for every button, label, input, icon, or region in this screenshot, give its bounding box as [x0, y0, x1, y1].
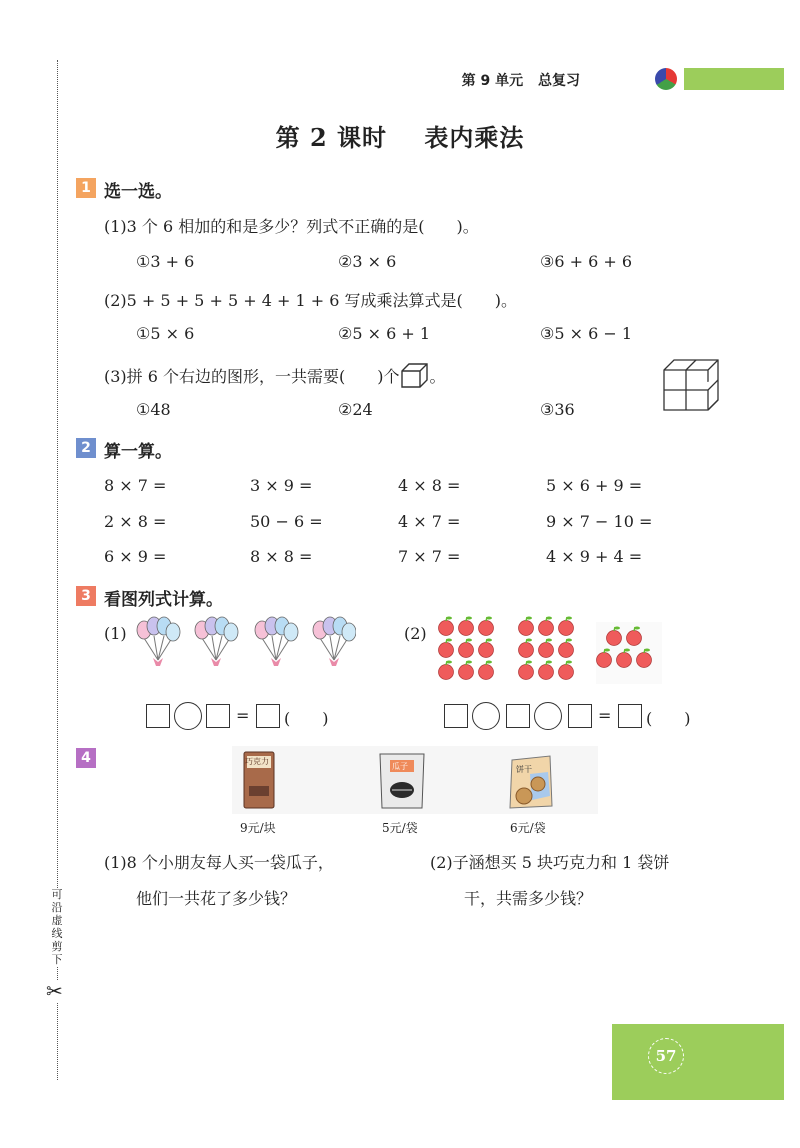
section-1-heading: 选一选。: [104, 182, 172, 202]
q1-3-text: [104, 362, 446, 388]
calc-r3-c1: 6 × 9 =: [104, 547, 167, 566]
calc-r1-c3: 4 × 8 =: [398, 476, 461, 495]
eq2-unit-paren[interactable]: ( ): [646, 709, 691, 728]
q1-2-option-1[interactable]: ①5 × 6: [136, 324, 195, 343]
eq1-box-1[interactable]: [146, 704, 170, 728]
q1-1-option-3[interactable]: ③6 + 6 + 6: [540, 252, 633, 271]
eq2-result-box[interactable]: [618, 704, 642, 728]
single-cube-icon: [400, 362, 430, 388]
section-1-badge: 1: [76, 178, 96, 198]
calc-r3-c4: 4 × 9 + 4 =: [546, 547, 643, 566]
q4-2-line-2: 干，共需多少钱？: [464, 889, 593, 908]
s3-part-1-label: (1): [104, 624, 127, 643]
lesson-topic: 表内乘法: [424, 123, 525, 152]
eq2-operator-circle-1[interactable]: [472, 702, 500, 730]
q1-1-option-2[interactable]: ②3 × 6: [338, 252, 397, 271]
q1-3-option-1[interactable]: ①48: [136, 400, 171, 419]
section-2-heading: 算一算。: [104, 442, 172, 462]
apple-groups-figure: [432, 616, 664, 688]
page-number: 57: [648, 1038, 684, 1074]
calc-r3-c2: 8 × 8 =: [250, 547, 313, 566]
q1-3-text-b: 。: [429, 367, 446, 386]
q4-1-line-2: 他们一共花了多少钱？: [136, 889, 297, 908]
chocolate-label: 巧克力: [245, 757, 269, 766]
calc-r1-c4: 5 × 6 + 9 =: [546, 476, 643, 495]
eq1-unit-paren[interactable]: ( ): [284, 709, 329, 728]
eq1-equals: =: [236, 706, 250, 725]
scissors-icon: ✂: [46, 979, 63, 1003]
q1-1-option-1[interactable]: ①3 + 6: [136, 252, 195, 271]
section-2-badge: 2: [76, 438, 96, 458]
section-3-badge: 3: [76, 586, 96, 606]
calc-r2-c2: 50 − 6 =: [250, 512, 323, 531]
cut-hint: 可沿虚线剪下: [48, 888, 66, 966]
balloon-bunches-figure: [134, 614, 356, 670]
eq2-operator-circle-2[interactable]: [534, 702, 562, 730]
calc-r2-c4: 9 × 7 − 10 =: [546, 512, 653, 531]
q1-2-text: (2)5 + 5 + 5 + 5 + 4 + 1 + 6 写成乘法算式是( )。: [104, 291, 517, 310]
color-wheel-icon: [655, 68, 677, 90]
calc-r2-c3: 4 × 7 =: [398, 512, 461, 531]
eq1-box-2[interactable]: [206, 704, 230, 728]
eq1-operator-circle[interactable]: [174, 702, 202, 730]
calc-r1-c2: 3 × 9 =: [250, 476, 313, 495]
page-title: [0, 118, 800, 153]
cube-stack-figure: [660, 356, 722, 414]
biscuit-label: 饼干: [516, 765, 532, 774]
footer-green-block: [612, 1024, 784, 1100]
q1-3-text-a: (3)拼 6 个右边的图形，一共需要( )个: [104, 367, 400, 386]
seeds-price: 5元/袋: [382, 821, 418, 835]
section-4-badge: 4: [76, 748, 96, 768]
q1-2-option-2[interactable]: ②5 × 6 + 1: [338, 324, 431, 343]
unit-label: 第 9 单元: [461, 73, 524, 89]
s3-part-2-label: (2): [404, 624, 427, 643]
calc-r3-c3: 7 × 7 =: [398, 547, 461, 566]
section-label: 总复习: [538, 73, 580, 89]
q4-1-line-1: (1)8 个小朋友每人买一袋瓜子，: [104, 853, 334, 872]
seeds-label: 瓜子: [392, 762, 408, 771]
q1-3-option-3[interactable]: ③36: [540, 400, 575, 419]
eq2-box-3[interactable]: [568, 704, 592, 728]
header-green-bar: [684, 68, 784, 90]
lesson-number: 第 2 课时: [275, 123, 388, 152]
melon-seeds-illustration: [376, 750, 428, 812]
eq2-equals: =: [598, 706, 612, 725]
biscuit-illustration: [506, 750, 556, 812]
q4-2-line-1: (2)子涵想买 5 块巧克力和 1 袋饼: [430, 853, 670, 872]
eq2-box-2[interactable]: [506, 704, 530, 728]
eq2-box-1[interactable]: [444, 704, 468, 728]
q1-1-text: (1)3 个 6 相加的和是多少？列式不正确的是( )。: [104, 217, 479, 236]
section-3-heading: 看图列式计算。: [104, 590, 223, 610]
q1-2-option-3[interactable]: ③5 × 6 − 1: [540, 324, 633, 343]
eq1-result-box[interactable]: [256, 704, 280, 728]
calc-r1-c1: 8 × 7 =: [104, 476, 167, 495]
q1-3-option-2[interactable]: ②24: [338, 400, 373, 419]
unit-header: [452, 70, 580, 90]
biscuit-price: 6元/袋: [510, 821, 546, 835]
calc-r2-c1: 2 × 8 =: [104, 512, 167, 531]
chocolate-price: 9元/块: [240, 821, 276, 835]
